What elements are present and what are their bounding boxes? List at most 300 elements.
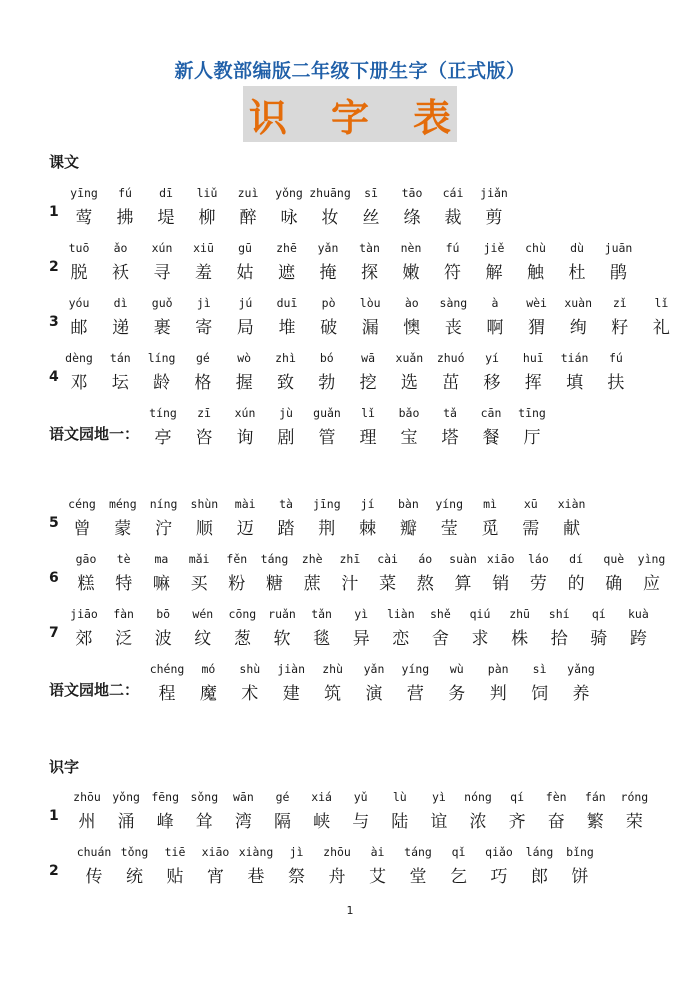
hanzi: 特 [115, 574, 133, 594]
pinyin: juān [604, 241, 633, 255]
pinyin: fēng [151, 790, 180, 804]
hanzi: 波 [154, 629, 172, 649]
pinyin: wā [361, 351, 376, 365]
hanzi: 饼 [571, 867, 589, 887]
page-number: 1 [346, 904, 354, 917]
hanzi: 堆 [278, 318, 296, 338]
pinyin: qiǎo [485, 845, 513, 859]
hanzi: 觅 [481, 519, 499, 539]
hanzi: 塔 [441, 428, 459, 448]
pinyin: qiú [469, 607, 491, 621]
hanzi: 咏 [280, 208, 298, 228]
pinyin: jiàn [277, 662, 306, 676]
heading-char: 识 [248, 95, 287, 140]
hanzi: 裹 [153, 318, 171, 338]
pinyin: ruǎn [268, 607, 296, 621]
hanzi: 纹 [194, 629, 212, 649]
pinyin: bàn [398, 497, 419, 511]
pinyin: lǐ [654, 296, 669, 310]
hanzi: 礼 [652, 318, 670, 338]
hanzi: 选 [400, 373, 418, 393]
pinyin: tíng [149, 406, 177, 420]
pinyin: nóng [464, 790, 492, 804]
pinyin: dī [159, 186, 173, 200]
hanzi: 隔 [274, 812, 291, 832]
pinyin: fú [118, 186, 132, 200]
hanzi: 劳 [529, 574, 547, 594]
pinyin: fàn [113, 607, 134, 621]
pinyin: yì [431, 790, 446, 804]
character-cell [596, 351, 636, 403]
character-cell [641, 296, 681, 348]
hanzi: 饲 [531, 684, 549, 704]
pinyin: jiǎn [480, 186, 508, 200]
pinyin: suàn [449, 552, 477, 566]
hanzi: 啊 [486, 318, 504, 338]
row-number: 1 [49, 808, 59, 824]
pinyin: dí [569, 552, 584, 566]
pinyin: pàn [487, 662, 509, 676]
pinyin: yì [354, 607, 369, 621]
pinyin: shù [239, 662, 261, 676]
hanzi: 羞 [195, 263, 212, 283]
pinyin: chù [525, 241, 546, 255]
hanzi: 邓 [70, 373, 88, 393]
hanzi: 踏 [277, 519, 295, 539]
hanzi: 绦 [403, 208, 421, 228]
pinyin: tiē [164, 845, 186, 859]
pinyin: zhōu [323, 845, 351, 859]
pinyin: yíng [401, 662, 430, 676]
hanzi: 顺 [195, 519, 213, 539]
hanzi: 荣 [625, 812, 643, 832]
character-row [0, 351, 700, 403]
pinyin: gé [195, 351, 210, 365]
pinyin: tán [109, 351, 131, 365]
pinyin: méng [108, 497, 137, 511]
hanzi: 局 [236, 318, 254, 338]
hanzi: 醉 [239, 208, 257, 228]
hanzi: 破 [320, 318, 338, 338]
pinyin: tǎ [443, 406, 457, 420]
hanzi: 坛 [111, 373, 129, 393]
hanzi: 糖 [266, 574, 283, 594]
pinyin: bō [156, 607, 171, 621]
heading-char: 表 [413, 95, 452, 140]
hanzi: 曾 [73, 519, 91, 539]
heading-char: 字 [331, 95, 370, 140]
hanzi: 堂 [409, 867, 427, 887]
hanzi: 管 [318, 428, 336, 448]
hanzi: 握 [235, 373, 253, 393]
character-cell [552, 497, 592, 549]
pinyin: bǐng [566, 845, 594, 859]
pinyin: yìng [637, 552, 666, 566]
pinyin: tǎn [311, 607, 332, 621]
pinyin: yǎn [363, 662, 385, 676]
hanzi: 姑 [236, 263, 254, 283]
hanzi: 郊 [75, 629, 93, 649]
pinyin: mài [234, 497, 256, 511]
hanzi: 致 [277, 373, 294, 393]
hanzi: 祭 [288, 867, 305, 887]
hanzi: 泛 [115, 629, 133, 649]
pinyin: láng [525, 845, 554, 859]
pinyin: qí [510, 790, 525, 804]
hanzi: 舍 [431, 629, 449, 649]
hanzi: 耸 [195, 812, 213, 832]
character-cell [599, 241, 639, 293]
hanzi: 嘛 [152, 574, 170, 594]
hanzi: 建 [282, 684, 300, 704]
hanzi: 咨 [195, 428, 213, 448]
pinyin: ma [154, 552, 169, 566]
pinyin: xiāo [201, 845, 230, 859]
hanzi: 需 [522, 519, 540, 539]
hanzi: 贴 [166, 867, 184, 887]
hanzi: 瓣 [399, 519, 417, 539]
pinyin: xiū [193, 241, 214, 255]
row-number: 2 [49, 863, 59, 879]
hanzi: 判 [489, 684, 507, 704]
hanzi: 厅 [523, 428, 541, 448]
pinyin: lòu [359, 296, 381, 310]
pinyin: zhū [509, 607, 530, 621]
hanzi: 杜 [568, 263, 586, 283]
pinyin: xiàn [557, 497, 586, 511]
pinyin: tǒng [120, 845, 149, 859]
pinyin: lǐ [361, 406, 375, 420]
pinyin: fèn [545, 790, 567, 804]
pinyin: zuì [237, 186, 259, 200]
hanzi: 餐 [482, 428, 500, 448]
hanzi: 毯 [313, 629, 331, 649]
character-cell [614, 790, 654, 842]
hanzi: 蒙 [114, 519, 132, 539]
pinyin: zhōu [73, 790, 101, 804]
hanzi: 询 [236, 428, 254, 448]
hanzi: 涌 [117, 812, 135, 832]
hanzi: 格 [194, 373, 212, 393]
pinyin: zhì [275, 351, 296, 365]
pinyin: qí [591, 607, 606, 621]
pinyin: chéng [149, 662, 185, 676]
pinyin: dì [113, 296, 128, 310]
hanzi: 剪 [485, 208, 503, 228]
pinyin: yīng [70, 186, 98, 200]
hanzi: 术 [241, 684, 259, 704]
hanzi: 泞 [155, 519, 173, 539]
pinyin: xū [523, 497, 538, 511]
pinyin: dù [570, 241, 584, 255]
hanzi: 齐 [508, 812, 526, 832]
character-row [0, 607, 700, 659]
hanzi: 懊 [403, 318, 421, 338]
hanzi: 猬 [528, 318, 546, 338]
hanzi: 湾 [234, 812, 252, 832]
hanzi: 乞 [450, 867, 467, 887]
pinyin: wén [192, 607, 214, 621]
pinyin: xiàng [238, 845, 274, 859]
hanzi: 理 [359, 428, 377, 448]
hanzi: 茁 [442, 373, 460, 393]
pinyin: huī [522, 351, 544, 365]
pinyin: fú [608, 351, 623, 365]
row-number: 1 [49, 204, 59, 220]
hanzi: 汁 [341, 574, 359, 594]
pinyin: yǔ [353, 790, 368, 804]
pinyin: wò [237, 351, 252, 365]
pinyin: ǎo [113, 241, 128, 255]
pinyin: gū [238, 241, 252, 255]
character-row [0, 296, 700, 348]
pinyin: mó [201, 662, 216, 676]
hanzi: 筑 [324, 684, 342, 704]
hanzi: 葱 [233, 629, 251, 649]
pinyin: mì [483, 497, 497, 511]
hanzi: 解 [485, 263, 503, 283]
hanzi: 遮 [278, 263, 295, 283]
pinyin: xún [151, 241, 173, 255]
pinyin: fán [584, 790, 606, 804]
hanzi: 传 [85, 867, 103, 887]
hanzi: 巧 [490, 867, 508, 887]
pinyin: áo [418, 552, 433, 566]
hanzi: 符 [444, 263, 461, 283]
hanzi: 跨 [629, 629, 647, 649]
pinyin: zhè [301, 552, 323, 566]
hanzi: 陆 [391, 812, 409, 832]
row-number: 2 [49, 259, 59, 275]
hanzi: 挖 [359, 373, 377, 393]
pinyin: jí [360, 497, 375, 511]
row-number: 7 [49, 625, 59, 641]
pinyin: shùn [190, 497, 219, 511]
pinyin: xuàn [564, 296, 593, 310]
hanzi: 拾 [550, 629, 568, 649]
pinyin: jīng [312, 497, 341, 511]
hanzi: 魔 [199, 684, 217, 704]
pinyin: tīng [518, 406, 546, 420]
hanzi: 绚 [569, 318, 587, 338]
pinyin: gāo [75, 552, 97, 566]
hanzi: 堤 [157, 208, 175, 228]
hanzi: 粉 [228, 574, 246, 594]
section-heading-kewen: 课文 [49, 153, 80, 171]
pinyin: jú [238, 296, 253, 310]
hanzi: 求 [471, 629, 489, 649]
pinyin: à [491, 296, 499, 310]
row-number: 4 [49, 369, 59, 385]
hanzi: 蔗 [303, 574, 321, 594]
hanzi: 峡 [313, 812, 331, 832]
pinyin: qǐ [451, 845, 466, 859]
hanzi: 宵 [207, 867, 224, 887]
pinyin: gé [275, 790, 290, 804]
character-row [0, 186, 700, 238]
pinyin: cái [442, 186, 464, 200]
character-cell [474, 186, 514, 238]
hanzi: 扶 [607, 373, 625, 393]
hanzi: 软 [273, 629, 291, 649]
character-row [0, 662, 700, 714]
hanzi: 艾 [369, 867, 386, 887]
hanzi: 的 [567, 574, 585, 594]
pinyin: tè [116, 552, 131, 566]
pinyin: céng [68, 497, 96, 511]
pinyin: sì [532, 662, 547, 676]
hanzi: 骑 [590, 629, 608, 649]
hanzi: 糕 [77, 574, 95, 594]
heading-banner [243, 86, 457, 142]
hanzi: 程 [158, 684, 176, 704]
hanzi: 谊 [430, 812, 448, 832]
character-row [0, 845, 700, 897]
pinyin: xuǎn [395, 351, 424, 365]
hanzi: 探 [361, 263, 378, 283]
pinyin: shě [430, 607, 451, 621]
pinyin: què [603, 552, 625, 566]
hanzi: 勃 [318, 373, 336, 393]
hanzi: 棘 [359, 519, 377, 539]
pinyin: tuō [68, 241, 90, 255]
pinyin: ài [370, 845, 385, 859]
pinyin: zǐ [612, 296, 627, 310]
hanzi: 荆 [318, 519, 336, 539]
pinyin: zhuāng [309, 186, 351, 200]
hanzi: 确 [605, 574, 623, 594]
pinyin: shí [548, 607, 570, 621]
document-title: 新人教部编版二年级下册生字（正式版） [174, 60, 526, 82]
pinyin: cōng [228, 607, 257, 621]
pinyin: táng [404, 845, 432, 859]
hanzi: 触 [527, 263, 544, 283]
pinyin: bǎo [398, 406, 420, 420]
pinyin: kuà [628, 607, 649, 621]
pinyin: nèn [400, 241, 422, 255]
pinyin: fěn [226, 552, 248, 566]
pinyin: yí [485, 351, 499, 365]
pinyin: yóu [68, 296, 90, 310]
character-row [0, 406, 700, 458]
pinyin: chuán [76, 845, 112, 859]
hanzi: 籽 [611, 318, 629, 338]
hanzi: 峰 [156, 812, 174, 832]
pinyin: tà [279, 497, 293, 511]
pinyin: wèi [526, 296, 547, 310]
pinyin: bó [319, 351, 334, 365]
pinyin: yíng [435, 497, 464, 511]
pinyin: jiāo [70, 607, 98, 621]
section-heading-shizi: 识字 [49, 758, 80, 776]
hanzi: 鹃 [610, 263, 627, 283]
hanzi: 统 [126, 867, 143, 887]
pinyin: táng [260, 552, 289, 566]
pinyin: yǎn [317, 241, 339, 255]
hanzi: 柳 [198, 208, 216, 228]
hanzi: 算 [454, 574, 472, 594]
hanzi: 寄 [195, 318, 213, 338]
row-number: 6 [49, 570, 59, 586]
pinyin: pò [321, 296, 336, 310]
pinyin: zhuó [436, 351, 465, 365]
pinyin: guǒ [151, 296, 173, 310]
hanzi: 移 [483, 373, 501, 393]
hanzi: 巷 [247, 867, 265, 887]
hanzi: 挥 [524, 373, 542, 393]
character-row [0, 790, 700, 842]
pinyin: yǒng [275, 186, 303, 200]
hanzi: 莹 [440, 519, 458, 539]
pinyin: yǎng [567, 662, 595, 676]
pinyin: jì [196, 296, 211, 310]
pinyin: liǔ [196, 186, 218, 200]
hanzi: 宝 [400, 428, 418, 448]
character-cell [632, 552, 672, 604]
hanzi: 递 [112, 318, 130, 338]
pinyin: zī [197, 406, 211, 420]
pinyin: guǎn [313, 406, 341, 420]
pinyin: níng [149, 497, 178, 511]
hanzi: 填 [566, 373, 584, 393]
hanzi: 奋 [547, 812, 565, 832]
character-cell [560, 845, 600, 897]
hanzi: 丝 [362, 208, 380, 228]
row-label: 语文园地二： [49, 681, 140, 699]
pinyin: fú [445, 241, 460, 255]
character-row [0, 497, 700, 549]
pinyin: cài [377, 552, 398, 566]
pinyin: zhù [322, 662, 343, 676]
hanzi: 拂 [116, 208, 134, 228]
pinyin: yǒng [112, 790, 140, 804]
hanzi: 龄 [153, 373, 171, 393]
hanzi: 脱 [70, 263, 88, 283]
pinyin: tāo [401, 186, 423, 200]
hanzi: 养 [572, 684, 590, 704]
hanzi: 丧 [444, 318, 462, 338]
hanzi: 舟 [328, 867, 346, 887]
pinyin: róng [620, 790, 649, 804]
hanzi: 迈 [236, 519, 254, 539]
pinyin: tián [560, 351, 589, 365]
pinyin: lù [392, 790, 407, 804]
pinyin: wān [233, 790, 254, 804]
row-number: 3 [49, 314, 59, 330]
hanzi: 州 [78, 812, 96, 832]
hanzi: 剧 [277, 428, 295, 448]
pinyin: xiá [311, 790, 332, 804]
hanzi: 莺 [75, 208, 93, 228]
hanzi: 与 [352, 812, 370, 832]
hanzi: 菜 [379, 574, 397, 594]
pinyin: liàn [386, 607, 415, 621]
pinyin: zhī [339, 552, 361, 566]
pinyin: sàng [439, 296, 468, 310]
pinyin: sǒng [190, 790, 219, 804]
hanzi: 销 [492, 574, 510, 594]
pinyin: ào [404, 296, 419, 310]
pinyin: jì [289, 845, 304, 859]
hanzi: 应 [643, 574, 660, 594]
hanzi: 异 [352, 629, 370, 649]
hanzi: 浓 [469, 812, 487, 832]
pinyin: jù [279, 406, 293, 420]
pinyin: sī [364, 186, 378, 200]
pinyin: xiāo [486, 552, 515, 566]
hanzi: 郎 [531, 867, 548, 887]
pinyin: jiě [483, 241, 505, 255]
